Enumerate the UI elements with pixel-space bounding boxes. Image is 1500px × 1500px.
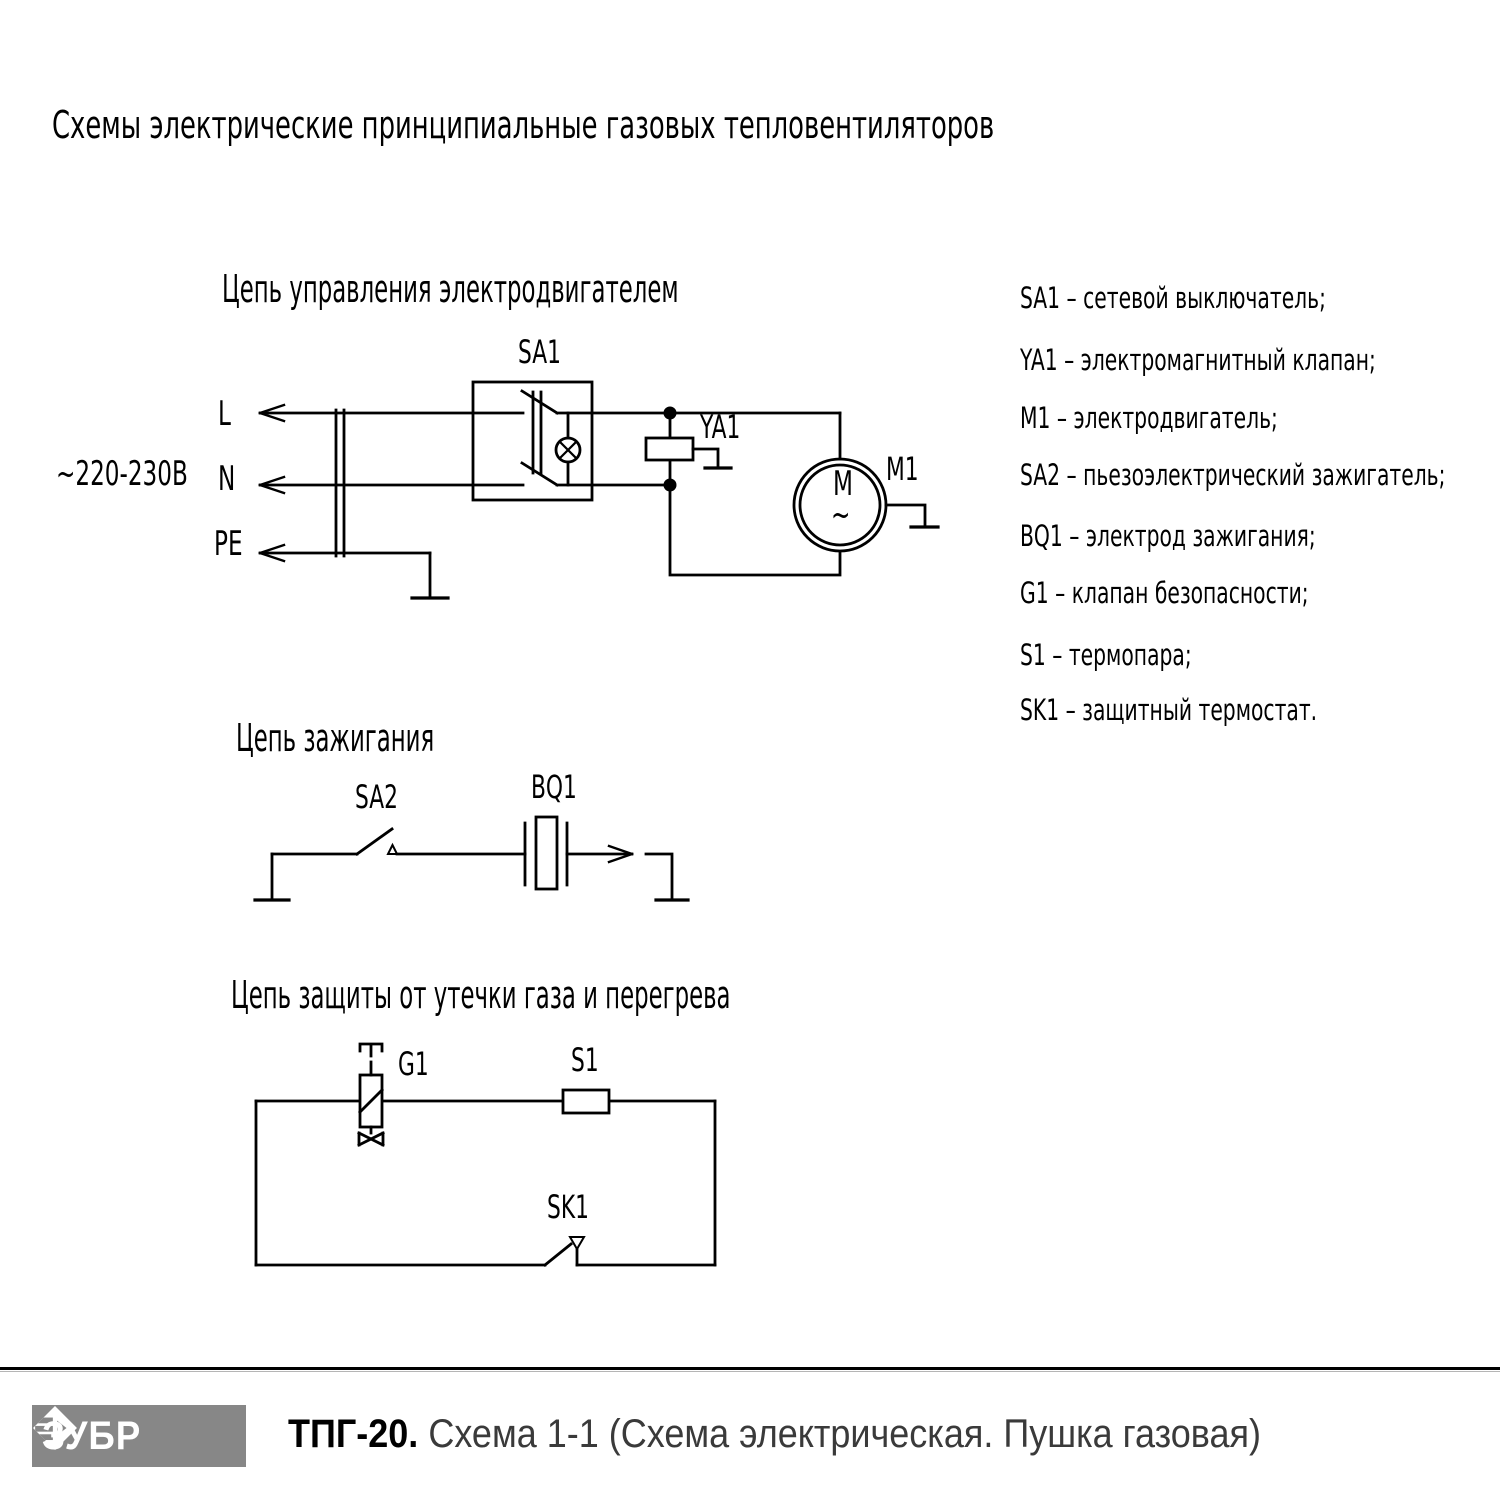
motor-letter: M bbox=[833, 464, 853, 504]
sk1-thermostat-icon bbox=[545, 1237, 584, 1265]
sa1-switch bbox=[473, 382, 592, 500]
legend-item: SA2 – пьезоэлектрический зажигатель; bbox=[1020, 458, 1446, 492]
sa1-label: SA1 bbox=[518, 333, 561, 371]
sa2-label: SA2 bbox=[355, 778, 398, 816]
ignition-circuit bbox=[255, 817, 688, 900]
legend-item: YA1 – электромагнитный клапан; bbox=[1020, 343, 1376, 377]
right-ground bbox=[646, 854, 672, 899]
ya1-label: YA1 bbox=[700, 408, 741, 446]
m1-label: M1 bbox=[886, 450, 919, 488]
line-pe-label: PE bbox=[214, 524, 243, 564]
footer-caption-line bbox=[288, 1414, 1261, 1454]
protection-circuit bbox=[256, 1041, 715, 1265]
footer-divider-shadow bbox=[0, 1371, 1500, 1372]
circuit2-title: Цепь зажигания bbox=[236, 716, 435, 760]
legend-item: M1 – электродвигатель; bbox=[1020, 401, 1278, 435]
model-name: ТПГ-20. bbox=[288, 1412, 419, 1456]
line-l-label: L bbox=[218, 394, 231, 434]
circuit1-title: Цепь управления электродвигателем bbox=[222, 267, 679, 311]
page-title: Схемы электрические принципиальные газовых тепловентиляторов bbox=[52, 103, 995, 147]
zubr-logo bbox=[32, 1405, 246, 1467]
bq1-electrode-icon bbox=[525, 817, 567, 889]
g1-label: G1 bbox=[398, 1045, 429, 1083]
legend-item: S1 – термопара; bbox=[1020, 638, 1192, 672]
legend-item: BQ1 – электрод зажигания; bbox=[1020, 519, 1316, 553]
legend-item: SK1 – защитный термостат. bbox=[1020, 693, 1318, 727]
footer-divider bbox=[0, 1367, 1500, 1370]
circuit3-title: Цепь защиты от утечки газа и перегрева bbox=[231, 973, 731, 1017]
thermo-element bbox=[360, 1044, 382, 1056]
legend-item: SA1 – сетевой выключатель; bbox=[1020, 281, 1326, 315]
voltage-label: ~220-230В bbox=[56, 454, 188, 494]
sa2-blade bbox=[357, 829, 392, 854]
s1-thermocouple-icon bbox=[563, 1090, 609, 1113]
scheme-caption: Схема 1-1 (Схема электрическая. Пушка газовая) bbox=[428, 1412, 1261, 1456]
bq1-label: BQ1 bbox=[531, 768, 577, 806]
motor-ac-sign: ~ bbox=[831, 495, 851, 535]
brand-name: ЗУБР bbox=[42, 1414, 142, 1458]
valve-bowtie bbox=[359, 1133, 383, 1145]
mains-lines bbox=[260, 405, 473, 598]
motor-ground bbox=[886, 505, 925, 526]
s1-label: S1 bbox=[571, 1041, 599, 1079]
ya1-ground bbox=[693, 449, 718, 467]
g1-valve-icon bbox=[359, 1044, 383, 1145]
sk1-label: SK1 bbox=[547, 1188, 589, 1226]
cord-junction bbox=[336, 410, 344, 556]
legend-item: G1 – клапан безопасности; bbox=[1020, 576, 1309, 610]
line-n-label: N bbox=[218, 459, 236, 499]
